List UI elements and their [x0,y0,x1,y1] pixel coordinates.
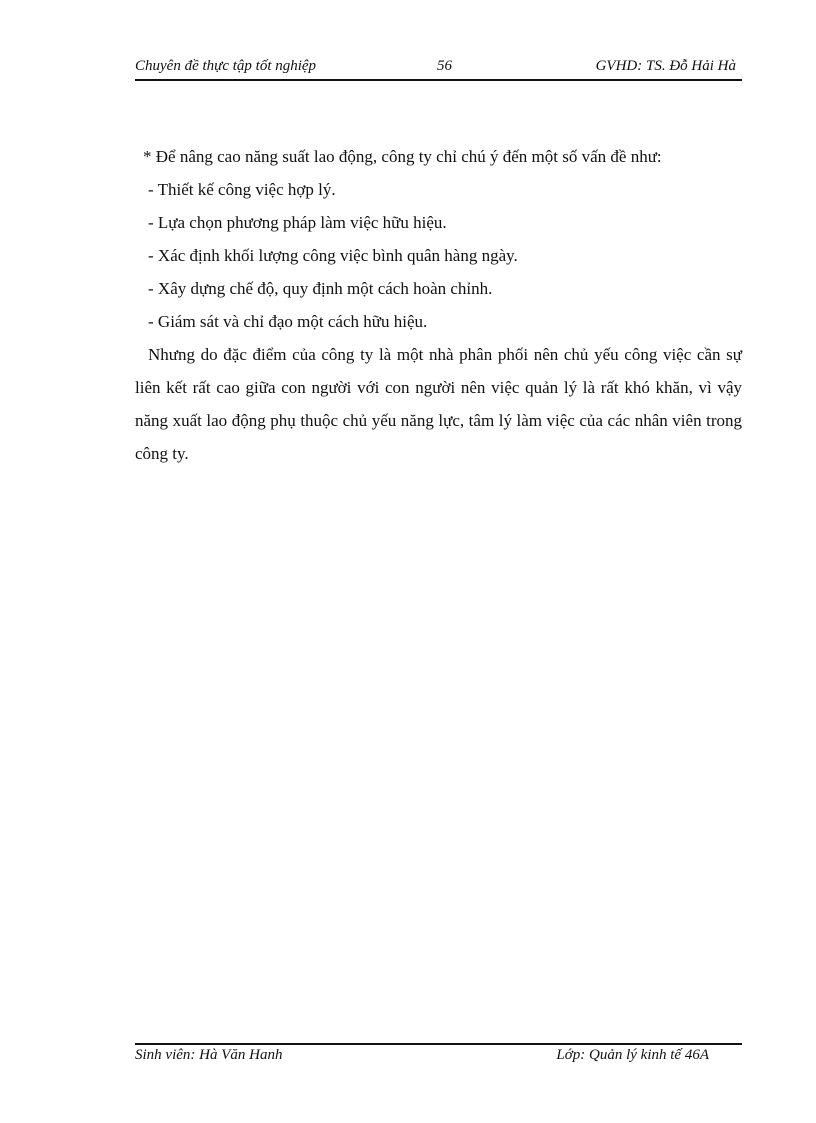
list-item: - Lựa chọn phương pháp làm việc hữu hiệu. [148,213,447,232]
footer-student: Sinh viên: Hà Văn Hanh [135,1047,283,1063]
footer-class: Lớp: Quản lý kinh tế 46A [556,1047,709,1063]
header-report-title: Chuyên đề thực tập tốt nghiệp [135,58,317,74]
list-item: - Thiết kế công việc hợp lý. [148,180,336,199]
page-footer [135,1047,742,1067]
body-paragraph: Nhưng do đặc điểm của công ty là một nhà phân phối nên chủ yếu công việc cần sự liên kết rất cao giữa con người với con người nên việc quản lý là rất khó khăn, vì vậy năng xuất lao động phụ thuộc chủ yếu năng lực, tâm lý làm việc của các nhân viên trong công ty. [135,345,742,463]
footer-rule [135,1043,742,1045]
list-item: - Giám sát và chỉ đạo một cách hữu hiệu. [148,312,428,331]
intro-line: * Để nâng cao năng suất lao động, công ty chỉ chú ý đến một số vấn đề như: [143,147,662,166]
page-number: 56 [437,58,452,74]
list-item: - Xác định khối lượng công việc bình quân hàng ngày. [148,246,518,265]
list-item: - Xây dựng chế độ, quy định một cách hoàn chỉnh. [148,279,493,298]
header-rule [135,79,742,81]
page-body [135,140,742,470]
page-header [135,58,742,78]
header-supervisor: GVHD: TS. Đỗ Hải Hà [595,58,736,74]
